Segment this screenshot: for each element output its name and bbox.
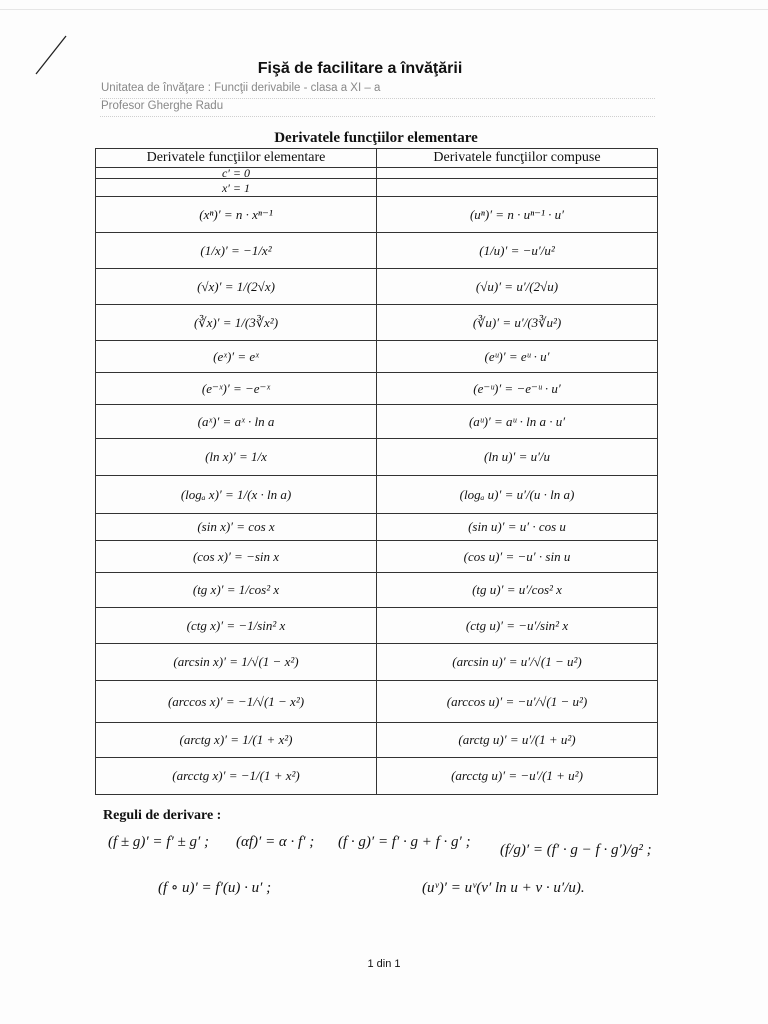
unit-line: Unitatea de învăţare : Funcţii derivabile - clasa a XI – a — [101, 82, 381, 94]
composite-derivative-cell: (arccos u)′ = −u′/√(1 − u²) — [377, 681, 658, 723]
composite-derivative-cell: (logₐ u)′ = u′/(u · ln a) — [377, 476, 658, 514]
rule-composition: (f ∘ u)′ = f′(u) · u′ ; — [158, 880, 272, 896]
page-title: Fişă de facilitare a învăţării — [257, 60, 463, 77]
table-row — [96, 608, 658, 644]
rule-quotient: (f/g)′ = (f′ · g − f · g′)/g² ; — [500, 842, 652, 858]
table-row — [96, 644, 658, 681]
elementary-derivative-cell: (1/x)′ = −1/x² — [96, 233, 377, 269]
composite-derivative-cell — [377, 168, 658, 179]
composite-derivative-cell: (∛u)′ = u′/(3∛u²) — [377, 305, 658, 341]
rule-constant-multiple: (αf)′ = α · f′ ; — [236, 834, 315, 850]
table-row — [96, 197, 658, 233]
composite-derivative-cell: (aᵘ)′ = aᵘ · ln a · u′ — [377, 405, 658, 439]
dotted-rule — [100, 98, 655, 99]
rule-product: (f · g)′ = f′ · g + f · g′ ; — [338, 834, 471, 850]
table-row — [96, 573, 658, 608]
elementary-derivative-cell: x′ = 1 — [96, 179, 377, 197]
elementary-derivative-cell: (cos x)′ = −sin x — [96, 541, 377, 573]
page-number: 1 din 1 — [367, 958, 401, 970]
elementary-derivative-cell: (aˣ)′ = aˣ · ln a — [96, 405, 377, 439]
table-row — [96, 373, 658, 405]
table-title: Derivatele funcţiilor elementare — [274, 130, 478, 146]
composite-derivative-cell: (tg u)′ = u′/cos² x — [377, 573, 658, 608]
table-row — [96, 233, 658, 269]
composite-derivative-cell: (√u)′ = u′/(2√u) — [377, 269, 658, 305]
composite-derivative-cell: (ln u)′ = u′/u — [377, 439, 658, 476]
derivatives-table — [95, 148, 658, 795]
table-row — [96, 269, 658, 305]
composite-derivative-cell: (arcctg u)′ = −u′/(1 + u²) — [377, 758, 658, 795]
header-composite: Derivatele funcţiilor compuse — [377, 149, 658, 168]
rule-power: (uᵛ)′ = uᵛ(v′ ln u + v · u′/u). — [422, 880, 585, 896]
teacher-line: Profesor Gherghe Radu — [101, 100, 224, 112]
rule-sum: (f ± g)′ = f′ ± g′ ; — [108, 834, 210, 850]
elementary-derivative-cell: (tg x)′ = 1/cos² x — [96, 573, 377, 608]
elementary-derivative-cell: (arccos x)′ = −1/√(1 − x²) — [96, 681, 377, 723]
table-row — [96, 305, 658, 341]
elementary-derivative-cell: (xⁿ)′ = n · xⁿ⁻¹ — [96, 197, 377, 233]
table-row — [96, 758, 658, 795]
elementary-derivative-cell: (∛x)′ = 1/(3∛x²) — [96, 305, 377, 341]
elementary-derivative-cell: (arcsin x)′ = 1/√(1 − x²) — [96, 644, 377, 681]
table-row — [96, 341, 658, 373]
table-header-row — [96, 149, 658, 168]
table-row — [96, 179, 658, 197]
composite-derivative-cell: (uⁿ)′ = n · uⁿ⁻¹ · u′ — [377, 197, 658, 233]
table-row — [96, 405, 658, 439]
composite-derivative-cell: (sin u)′ = u′ · cos u — [377, 514, 658, 541]
composite-derivative-cell: (ctg u)′ = −u′/sin² x — [377, 608, 658, 644]
composite-derivative-cell — [377, 179, 658, 197]
elementary-derivative-cell: c′ = 0 — [96, 168, 377, 179]
elementary-derivative-cell: (ctg x)′ = −1/sin² x — [96, 608, 377, 644]
elementary-derivative-cell: (logₐ x)′ = 1/(x · ln a) — [96, 476, 377, 514]
elementary-derivative-cell: (arctg x)′ = 1/(1 + x²) — [96, 723, 377, 758]
rules-title: Reguli de derivare : — [103, 808, 222, 823]
table-row — [96, 541, 658, 573]
table-row — [96, 514, 658, 541]
table-row — [96, 439, 658, 476]
page-top-edge — [0, 9, 768, 10]
elementary-derivative-cell: (arcctg x)′ = −1/(1 + x²) — [96, 758, 377, 795]
elementary-derivative-cell: (e⁻ˣ)′ = −e⁻ˣ — [96, 373, 377, 405]
elementary-derivative-cell: (eˣ)′ = eˣ — [96, 341, 377, 373]
table-row — [96, 723, 658, 758]
dotted-rule — [100, 116, 655, 117]
table-row — [96, 681, 658, 723]
elementary-derivative-cell: (√x)′ = 1/(2√x) — [96, 269, 377, 305]
header-elementary: Derivatele funcţiilor elementare — [96, 149, 377, 168]
composite-derivative-cell: (cos u)′ = −u′ · sin u — [377, 541, 658, 573]
composite-derivative-cell: (eᵘ)′ = eᵘ · u′ — [377, 341, 658, 373]
table-row — [96, 476, 658, 514]
composite-derivative-cell: (arctg u)′ = u′/(1 + u²) — [377, 723, 658, 758]
composite-derivative-cell: (1/u)′ = −u′/u² — [377, 233, 658, 269]
elementary-derivative-cell: (ln x)′ = 1/x — [96, 439, 377, 476]
elementary-derivative-cell: (sin x)′ = cos x — [96, 514, 377, 541]
composite-derivative-cell: (arcsin u)′ = u′/√(1 − u²) — [377, 644, 658, 681]
composite-derivative-cell: (e⁻ᵘ)′ = −e⁻ᵘ · u′ — [377, 373, 658, 405]
table-row — [96, 168, 658, 179]
